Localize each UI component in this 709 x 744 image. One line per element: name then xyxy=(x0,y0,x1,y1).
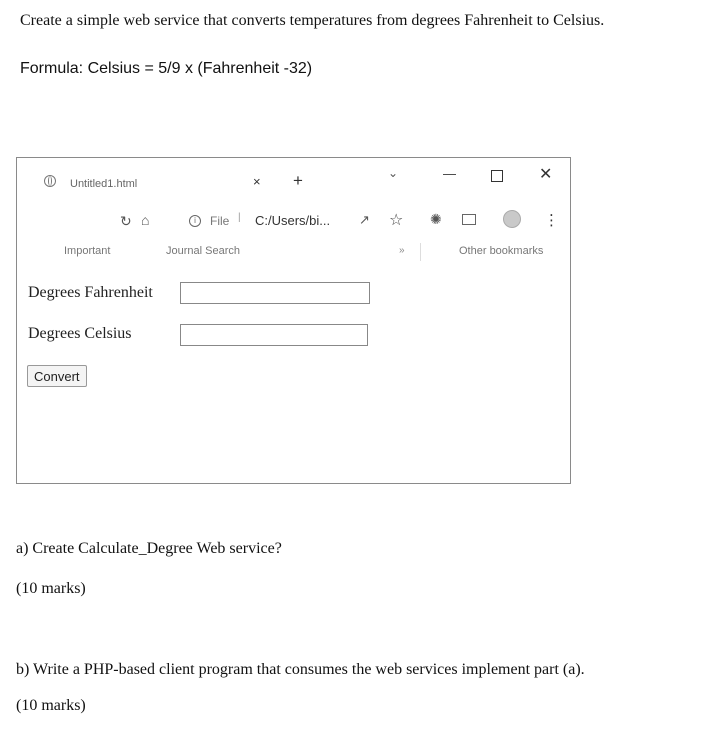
minimize-icon[interactable]: — xyxy=(443,166,456,181)
reload-icon[interactable]: ↻ xyxy=(120,213,132,229)
maximize-icon[interactable] xyxy=(491,170,503,182)
address-separator-icon: | xyxy=(238,212,241,223)
address-bar[interactable]: C:/Users/bi... xyxy=(255,213,331,228)
tab-bar xyxy=(17,158,570,198)
home-icon[interactable]: ⌂ xyxy=(141,212,150,228)
new-tab-icon[interactable]: + xyxy=(293,171,303,190)
part-b-question: b) Write a PHP-based client program that consumes the web services implement part (a). xyxy=(16,661,585,678)
menu-icon[interactable]: ⋮ xyxy=(544,212,559,229)
tab-title[interactable]: Untitled1.html xyxy=(70,178,138,190)
info-icon[interactable]: i xyxy=(189,215,201,227)
window-close-icon[interactable]: ✕ xyxy=(539,166,553,183)
profile-avatar-icon[interactable] xyxy=(503,210,521,228)
bookmarks-divider xyxy=(420,243,421,261)
celsius-input[interactable] xyxy=(180,324,368,346)
question-intro: Create a simple web service that converts temperatures from degrees Fahrenheit to Celsius. xyxy=(20,12,605,29)
globe-icon xyxy=(44,175,56,187)
share-icon[interactable]: ↗ xyxy=(359,212,370,227)
celsius-label: Degrees Celsius xyxy=(28,325,132,342)
bookmark-journal-search[interactable]: Journal Search xyxy=(166,245,240,257)
browser-toolbar xyxy=(17,205,570,239)
part-a-marks: (10 marks) xyxy=(16,580,86,597)
bookmark-important[interactable]: Important xyxy=(64,245,111,257)
bookmarks-bar xyxy=(17,243,570,265)
address-prefix: File xyxy=(210,214,230,228)
convert-button[interactable]: Convert xyxy=(27,365,87,387)
extensions-icon[interactable]: ✺ xyxy=(430,211,442,227)
bookmark-star-icon[interactable]: ☆ xyxy=(389,212,404,229)
part-b-marks: (10 marks) xyxy=(16,697,86,714)
part-a-question: a) Create Calculate_Degree Web service? xyxy=(16,540,282,557)
browser-screenshot xyxy=(16,157,571,484)
fahrenheit-input[interactable] xyxy=(180,282,370,304)
other-bookmarks[interactable]: Other bookmarks xyxy=(459,245,544,257)
fahrenheit-label: Degrees Fahrenheit xyxy=(28,284,153,301)
formula-text: Formula: Celsius = 5/9 x (Fahrenheit -32) xyxy=(20,60,313,77)
tab-close-icon[interactable]: × xyxy=(253,174,261,189)
bookmarks-more-icon[interactable]: » xyxy=(399,245,405,256)
tab-search-chevron-icon[interactable]: ⌄ xyxy=(388,166,399,180)
side-panel-icon[interactable] xyxy=(462,214,476,225)
